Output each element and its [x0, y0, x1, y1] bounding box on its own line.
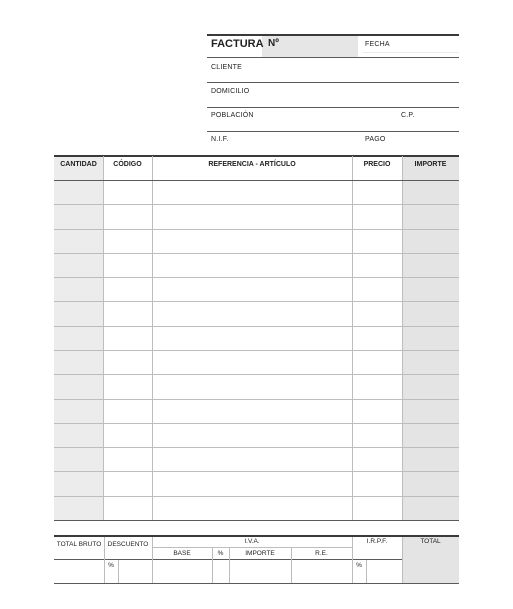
amount-cell[interactable] — [403, 448, 458, 470]
price-cell[interactable] — [353, 230, 401, 252]
quantity-cell[interactable] — [55, 327, 102, 349]
quantity-cell[interactable] — [55, 472, 102, 494]
header-rule — [207, 57, 459, 58]
amount-cell[interactable] — [403, 472, 458, 494]
price-cell[interactable] — [353, 181, 401, 203]
row-divider — [54, 350, 459, 351]
table-row — [54, 180, 459, 204]
invoice-title: FACTURA — [211, 38, 264, 50]
code-cell[interactable] — [104, 351, 151, 373]
quantity-cell[interactable] — [55, 302, 102, 324]
quantity-cell[interactable] — [55, 230, 102, 252]
address-label: DOMICILIO — [211, 88, 250, 95]
price-cell[interactable] — [353, 254, 401, 276]
payment-label: PAGO — [365, 136, 386, 143]
code-cell[interactable] — [104, 181, 151, 203]
quantity-cell[interactable] — [55, 497, 102, 519]
column-header-quantity: CANTIDAD — [60, 161, 97, 168]
amount-cell[interactable] — [403, 205, 458, 227]
price-cell[interactable] — [353, 327, 401, 349]
price-cell[interactable] — [353, 375, 401, 397]
vat-base-label: BASE — [173, 550, 191, 557]
reference-cell[interactable] — [153, 205, 351, 227]
totals-bottom-rule — [54, 583, 459, 584]
row-divider — [54, 229, 459, 230]
row-divider — [54, 253, 459, 254]
reference-cell[interactable] — [153, 327, 351, 349]
row-divider — [54, 301, 459, 302]
price-cell[interactable] — [353, 302, 401, 324]
payment-field[interactable] — [385, 132, 459, 152]
quantity-cell[interactable] — [55, 375, 102, 397]
totals-divider — [402, 537, 403, 583]
price-cell[interactable] — [353, 351, 401, 373]
city-field[interactable] — [255, 108, 395, 128]
amount-cell[interactable] — [403, 254, 458, 276]
code-cell[interactable] — [104, 472, 151, 494]
date-field[interactable] — [362, 52, 459, 53]
totals-top-rule — [54, 535, 459, 537]
totals-divider — [104, 537, 105, 583]
column-header-amount: IMPORTE — [414, 161, 447, 168]
discount-percent: % — [108, 562, 114, 569]
vat-re-field[interactable] — [292, 561, 351, 582]
table-row — [54, 374, 459, 398]
row-divider — [54, 399, 459, 400]
row-divider — [54, 447, 459, 448]
vat-percent-field[interactable] — [213, 561, 228, 582]
tax-id-field[interactable] — [235, 132, 355, 152]
reference-cell[interactable] — [153, 424, 351, 446]
reference-cell[interactable] — [153, 400, 351, 422]
code-cell[interactable] — [104, 230, 151, 252]
code-cell[interactable] — [104, 424, 151, 446]
reference-cell[interactable] — [153, 351, 351, 373]
code-cell[interactable] — [104, 448, 151, 470]
code-cell[interactable] — [104, 278, 151, 300]
vat-label: I.V.A. — [244, 538, 260, 545]
postcode-field[interactable] — [415, 108, 459, 128]
price-cell[interactable] — [353, 205, 401, 227]
gross-total-field[interactable] — [55, 561, 103, 582]
price-cell[interactable] — [353, 448, 401, 470]
discount-label: DESCUENTO — [107, 541, 149, 548]
table-row — [54, 496, 459, 520]
row-divider — [54, 471, 459, 472]
invoice-number-label: Nº — [268, 38, 279, 49]
amount-cell[interactable] — [403, 302, 458, 324]
code-cell[interactable] — [104, 375, 151, 397]
table-row — [54, 229, 459, 253]
vat-re-label: R.E. — [315, 550, 328, 557]
reference-cell[interactable] — [153, 497, 351, 519]
table-row — [54, 253, 459, 277]
quantity-cell[interactable] — [55, 254, 102, 276]
table-row — [54, 301, 459, 325]
column-header-reference: REFERENCIA - ARTÍCULO — [208, 161, 296, 168]
amount-cell[interactable] — [403, 327, 458, 349]
table-row — [54, 326, 459, 350]
quantity-cell[interactable] — [55, 448, 102, 470]
table-row — [54, 471, 459, 495]
amount-cell[interactable] — [403, 230, 458, 252]
code-cell[interactable] — [104, 205, 151, 227]
tax-id-label: N.I.F. — [211, 136, 229, 143]
quantity-cell[interactable] — [55, 278, 102, 300]
reference-cell[interactable] — [153, 375, 351, 397]
client-label: CLIENTE — [211, 64, 242, 71]
header-rule — [207, 82, 459, 83]
amount-cell[interactable] — [403, 278, 458, 300]
vat-amount-field[interactable] — [230, 561, 290, 582]
vat-amount-label: IMPORTE — [245, 550, 275, 557]
quantity-cell[interactable] — [55, 351, 102, 373]
reference-cell[interactable] — [153, 278, 351, 300]
price-cell[interactable] — [353, 424, 401, 446]
table-row — [54, 204, 459, 228]
price-cell[interactable] — [353, 472, 401, 494]
address-field[interactable] — [250, 84, 459, 104]
code-cell[interactable] — [104, 327, 151, 349]
reference-cell[interactable] — [153, 254, 351, 276]
code-cell[interactable] — [104, 302, 151, 324]
row-divider — [54, 374, 459, 375]
total-label: TOTAL — [420, 538, 441, 545]
table-row — [54, 423, 459, 447]
table-row — [54, 277, 459, 301]
reference-cell[interactable] — [153, 230, 351, 252]
code-cell[interactable] — [104, 497, 151, 519]
price-cell[interactable] — [353, 497, 401, 519]
irpf-percent: % — [356, 562, 362, 569]
totals-divider — [352, 537, 353, 583]
code-cell[interactable] — [104, 400, 151, 422]
reference-cell[interactable] — [153, 448, 351, 470]
city-label: POBLACIÓN — [211, 112, 254, 119]
vat-percent-label: % — [217, 550, 224, 557]
column-header-price: PRECIO — [363, 161, 391, 168]
quantity-cell[interactable] — [55, 205, 102, 227]
amount-cell[interactable] — [403, 351, 458, 373]
reference-cell[interactable] — [153, 302, 351, 324]
discount-field[interactable] — [119, 561, 151, 582]
row-divider — [54, 423, 459, 424]
price-cell[interactable] — [353, 400, 401, 422]
quantity-cell[interactable] — [55, 181, 102, 203]
row-divider — [54, 277, 459, 278]
column-header-code: CÓDIGO — [113, 161, 142, 168]
vat-base-field[interactable] — [153, 561, 211, 582]
table-row — [54, 447, 459, 471]
price-cell[interactable] — [353, 278, 401, 300]
quantity-cell[interactable] — [55, 400, 102, 422]
row-divider — [54, 326, 459, 327]
table-row — [54, 399, 459, 423]
row-divider — [54, 496, 459, 497]
amount-cell[interactable] — [403, 375, 458, 397]
table-bottom-rule — [54, 520, 459, 521]
amount-cell[interactable] — [403, 400, 458, 422]
client-field[interactable] — [250, 60, 459, 80]
date-label: FECHA — [365, 41, 390, 48]
totals-header-rule — [54, 559, 402, 560]
postcode-label: C.P. — [401, 112, 415, 119]
gross-total-label: TOTAL BRUTO — [56, 541, 102, 548]
table-row — [54, 350, 459, 374]
reference-cell[interactable] — [153, 472, 351, 494]
reference-cell[interactable] — [153, 181, 351, 203]
amount-cell[interactable] — [403, 497, 458, 519]
quantity-cell[interactable] — [55, 424, 102, 446]
amount-cell[interactable] — [403, 424, 458, 446]
amount-cell[interactable] — [403, 181, 458, 203]
irpf-field[interactable] — [367, 561, 401, 582]
irpf-label: I.R.P.F. — [366, 538, 388, 545]
vat-subheader-rule — [152, 547, 352, 548]
code-cell[interactable] — [104, 254, 151, 276]
table-top-rule — [54, 155, 459, 157]
row-divider — [54, 204, 459, 205]
